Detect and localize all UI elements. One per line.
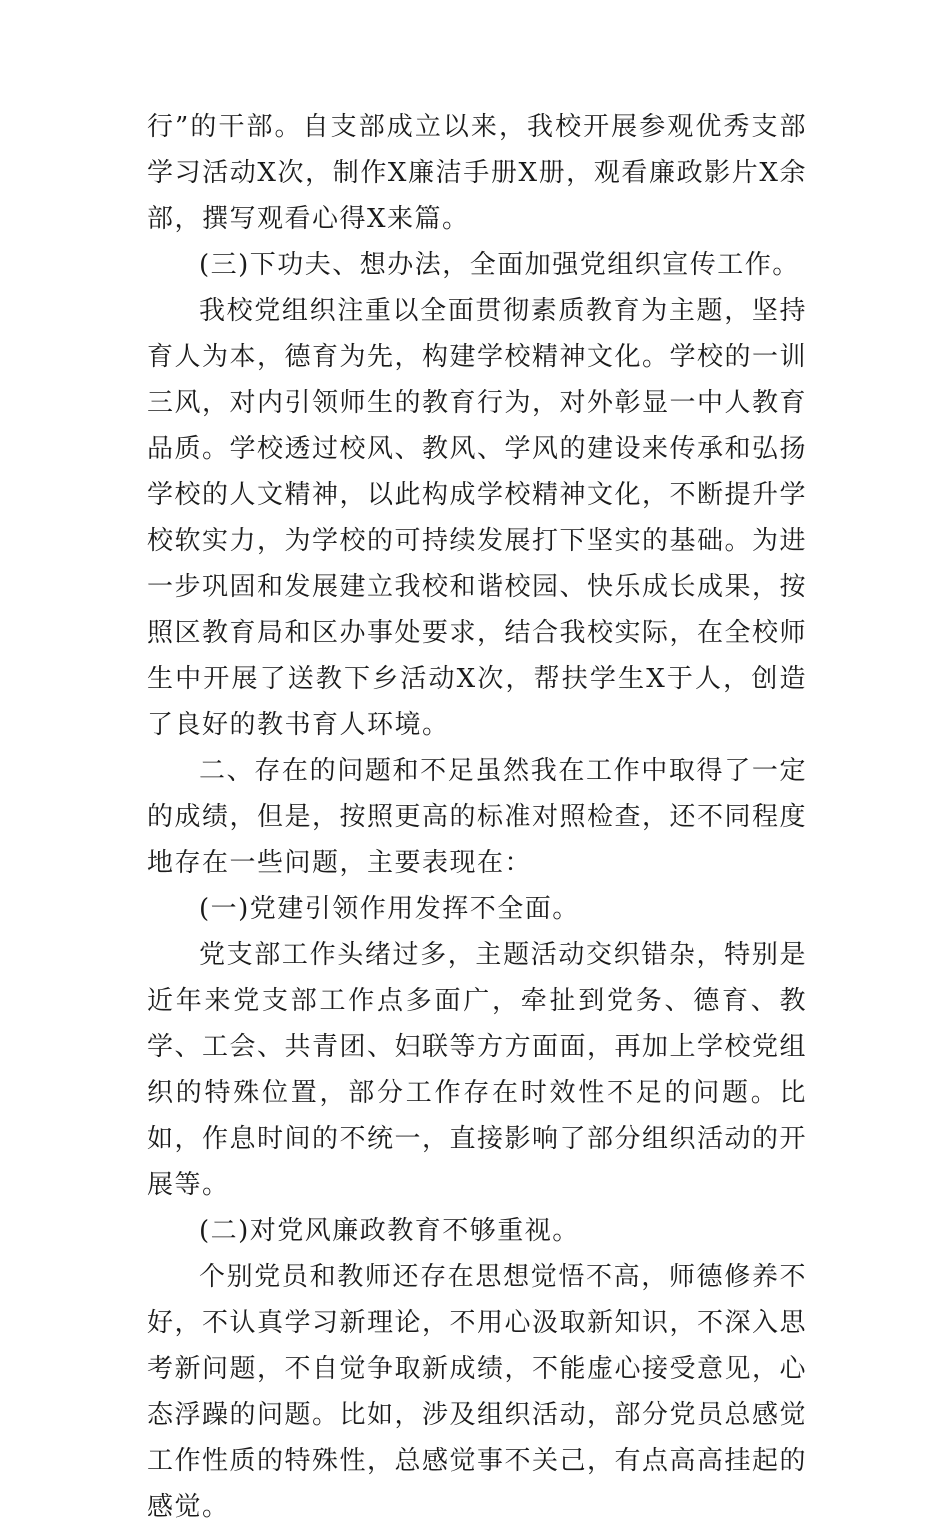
document-body [147, 104, 807, 1530]
subsection-heading-integrity: (二)对党风廉政教育不够重视。 [199, 1216, 580, 1246]
paragraph-continuation: 行”的干部。自支部成立以来，我校开展参观优秀支部学习活动X次，制作X廉洁手册X册，观看廉政影片X余部，撰写观看心得X来篇。 [147, 112, 807, 234]
paragraph-leadership: 党支部工作头绪过多，主题活动交织错杂，特别是近年来党支部工作点多面广，牵扯到党务、德育、教学、工会、共青团、妇联等方方面面，再加上学校党组织的特殊位置，部分工作存在时效性不足的问题。比如，作息时间的不统一，直接影响了部分组织活动的开展等。 [147, 940, 808, 1200]
subsection-heading-leadership: (一)党建引领作用发挥不全面。 [199, 894, 580, 924]
paragraph-integrity: 个别党员和教师还存在思想觉悟不高，师德修养不好，不认真学习新理论，不用心汲取新知识，不深入思考新问题，不自觉争取新成绩，不能虚心接受意见，心态浮躁的问题。比如，涉及组织活动，部分党员总感觉工作性质的特殊性，总感觉事不关己，有点高高挂起的感觉。 [147, 1262, 808, 1522]
section-heading-publicity: (三)下功夫、想办法，全面加强党组织宣传工作。 [199, 250, 800, 280]
paragraph-publicity-work: 我校党组织注重以全面贯彻素质教育为主题，坚持育人为本，德育为先，构建学校精神文化。学校的一训三风，对内引领师生的教育行为，对外彰显一中人教育品质。学校透过校风、教风、学风的建设来传承和弘扬学校的人文精神，以此构成学校精神文化，不断提升学校软实力，为学校的可持续发展打下坚实的基础。为进一步巩固和发展建立我校和谐校园、快乐成长成果，按照区教育局和区办事处要求，结合我校实际，在全校师生中开展了送教下乡活动X次，帮扶学生X于人，创造了良好的教书育人环境。 [147, 296, 808, 740]
section-heading-problems: 二、存在的问题和不足虽然我在工作中取得了一定的成绩，但是，按照更高的标准对照检查，还不同程度地存在一些问题，主要表现在： [147, 756, 808, 878]
